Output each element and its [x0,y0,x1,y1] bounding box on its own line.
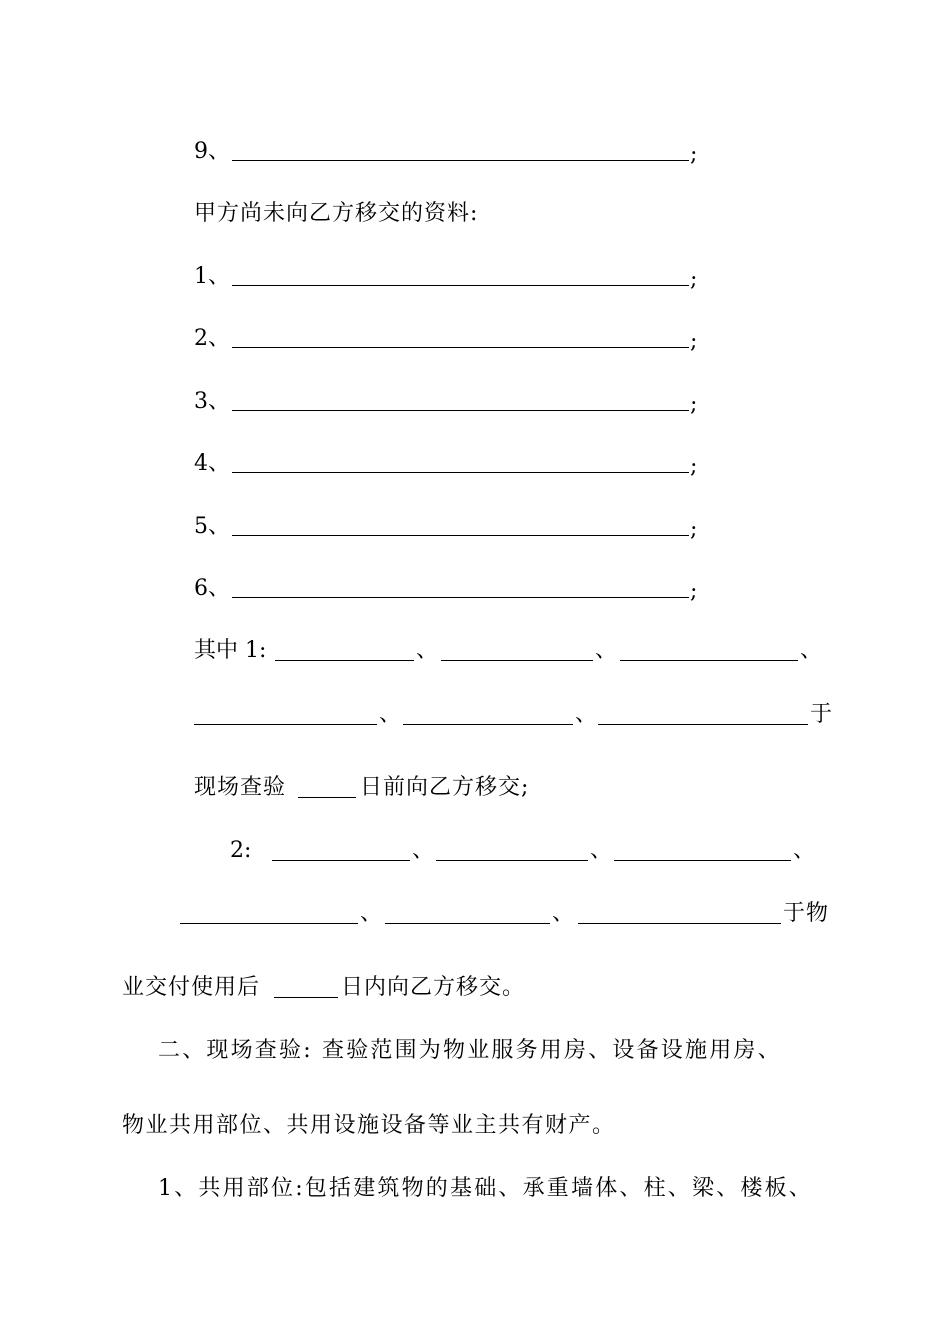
days-blank [298,797,356,798]
list-item-semicolon: ; [690,392,698,417]
among-2-blank [614,860,791,861]
among-1-tail: 于 [810,702,833,727]
list-item-number: 2、 [194,326,230,351]
list-item-number: 3、 [194,389,230,414]
list-item-semicolon: ; [690,454,698,479]
list-item-blank [232,472,689,473]
among-1-blank [598,724,808,725]
separator: 、 [793,838,816,863]
separator: 、 [416,638,439,663]
separator: 、 [800,638,823,663]
list-item-blank [232,285,689,286]
separator: 、 [590,838,613,863]
section-2-line2: 物业共用部位、共用设施设备等业主共有财产。 [122,1113,616,1138]
among-1-blank [403,724,573,725]
among-1-blank [620,660,798,661]
list-item-blank [232,597,689,598]
among-2-prefix: 2: [230,838,252,863]
separator: 、 [595,638,618,663]
section-2-item1-line1: 1、共用部位:包括建筑物的基础、承重墙体、柱、梁、楼板、 [158,1176,814,1201]
list-item-number: 4、 [194,451,230,476]
list-item-blank [232,410,689,411]
among-1-blank [441,660,593,661]
list-item-number: 5、 [194,514,230,539]
separator: 、 [379,702,402,727]
among-2-blank [436,860,588,861]
among-1-line3-start: 现场查验 [194,775,287,800]
unhanded-docs-heading: 甲方尚未向乙方移交的资料: [194,201,479,226]
list-item-semicolon: ; [690,579,698,604]
among-2-blank [272,860,410,861]
among-2-line3-start: 业交付使用后 [122,975,261,1000]
among-1-prefix: 其中 1: [194,638,267,663]
list-item-number: 1、 [194,264,230,289]
separator: 、 [412,838,435,863]
item-9-number: 9、 [194,139,230,164]
among-1-blank [275,660,414,661]
list-item-semicolon: ; [690,329,698,354]
list-item-semicolon: ; [690,267,698,292]
list-item-blank [232,535,689,536]
list-item-semicolon: ; [690,517,698,542]
list-item-blank [232,347,689,348]
separator: 、 [360,901,383,926]
among-2-line3-end: 日内向乙方移交。 [341,975,526,1000]
among-1-line3-end: 日前向乙方移交; [360,775,530,800]
days-blank [274,997,338,998]
among-2-blank [180,923,358,924]
separator: 、 [552,901,575,926]
list-item-number: 6、 [194,576,230,601]
item-9-semicolon: ; [690,142,698,167]
separator: 、 [575,702,598,727]
item-9-blank [232,160,689,161]
among-1-blank [194,724,377,725]
among-2-blank [578,923,781,924]
among-2-blank [385,923,550,924]
among-2-tail: 于物 [783,901,830,926]
section-2-line1: 二、现场查验: 查验范围为物业服务用房、设备设施用房、 [158,1038,782,1063]
